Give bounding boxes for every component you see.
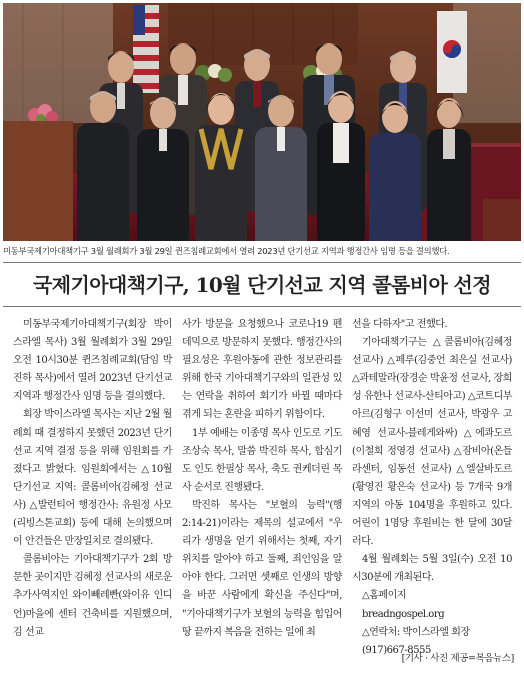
article-column-3 [352,316,512,660]
article-column-2 [182,316,342,642]
paragraph: 기아대책기구는 △콜롬비아(김혜정 선교사) △페루(김중언 최은실 선교사) △과테말라(장경순 박윤정 선교사, 장희성 유한나 선교사-산티아고) △코트디부아르(김형구 이선미 선교사, 박광우 고혜영 선교사-블레게와싸) △에콰도르(이철희 정영경 선교사) △잠비아(온들라센터, 임동선 선교사) △엘살바도르(황영진 황은숙 선교사) 등 7개국 9개 지역의 아동 104명을 후원하고 있다. 어린이 1명당 후원비는 한 달에 30달러다. [352,337,512,548]
paragraph: 미동부국제기아대책기구(회장 박이스라엘 목사) 3월 월례회가 3월 29일 오전 10시30분 퀸즈침례교회(담임 박진하 목사)에서 열려 2023년 단기선교 지역과 행정간사 임명 등을 결의했다. [13,319,172,403]
paragraph: 1부 예배는 이종명 목사 인도로 기도 조상숙 목사, 말씀 박진하 목사, 합심기도 인도 한필상 목사, 축도 권케더린 목사 순서로 진행됐다. [182,427,342,493]
paragraph: 4월 월례회는 5월 3일(수) 오전 10시30분에 개최된다. [352,554,512,584]
photo-caption: 미동부국제기아대책기구 3월 월례회가 3월 29일 퀸즈침례교회에서 열려 2023년 단기선교 지역과 행정간사 임명 등을 결의했다. [3,246,450,256]
paragraph: 사가 방문을 요청했으나 코로나19 펜데믹으로 방문하지 못했다. 행정간사의 필요성은 후원아동에 관한 정보관리를 위해 한국 기아대책기구와의 일관성 있는 연락을 취하여 회기가 바뀔 때마다 겪게 되는 혼란을 피하기 위함이다. [182,319,342,421]
paragraph: 콜롬비아는 기아대책기구가 2회 방문한 곳이지만 김혜정 선교사의 새로운 추가사역지인 와이빼레빤(와이유 인디언)마을에 센터 건축비를 지원했으며, 김 선교 [13,554,172,638]
paragraph: 선을 다하자"고 전했다. [352,319,448,330]
group-photo-illustration [3,3,521,241]
group-photo [3,3,521,241]
divider [3,306,521,307]
divider [3,262,521,263]
homepage-link[interactable]: breadngospel.org [362,608,445,620]
article-credit: [기사 · 사진 제공=복음뉴스] [401,653,514,664]
article-column-1 [13,316,172,642]
article-headline: 국제기아대책기구, 10월 단기선교 지역 콜롬비아 선정 [33,273,491,297]
contact-phone: (917)667-8555 [362,644,431,656]
paragraph: 박진하 목사는 "보혈의 능력"(행2:14-21)이라는 제목의 설교에서 "우리가 생명을 얻기 위해서는 첫째, 자기 위치를 알아야 하고 둘째, 죄인임을 알아야 한다. 그러면 셋째로 인생의 방향을 바꾼 사람에게 확신을 주신다"며, "기아대책기구가 보혈의 능력을 힘입어 땅 끝까지 복음을 전하는 일에 최 [182,499,342,638]
paragraph: 회장 박이스라엘 목사는 지난 2월 월례회 때 결정하지 못했던 2023년 단기선교 지역 결정 등을 위해 임원회를 가졌다고 밝혔다. 임원회에서는 △10월 단기선교 지역: 콜롬비아(김혜정 선교사) △발런티어 행정간사: 유원정 사모(리빙스톤교회) 등에 대해 논의했으며 이 안건들은 만장일치로 결의됐다. [13,409,172,548]
contact-label: △연락처: 박이스라엘 회장 [362,626,470,638]
homepage-label: △홈페이지 [362,590,407,602]
